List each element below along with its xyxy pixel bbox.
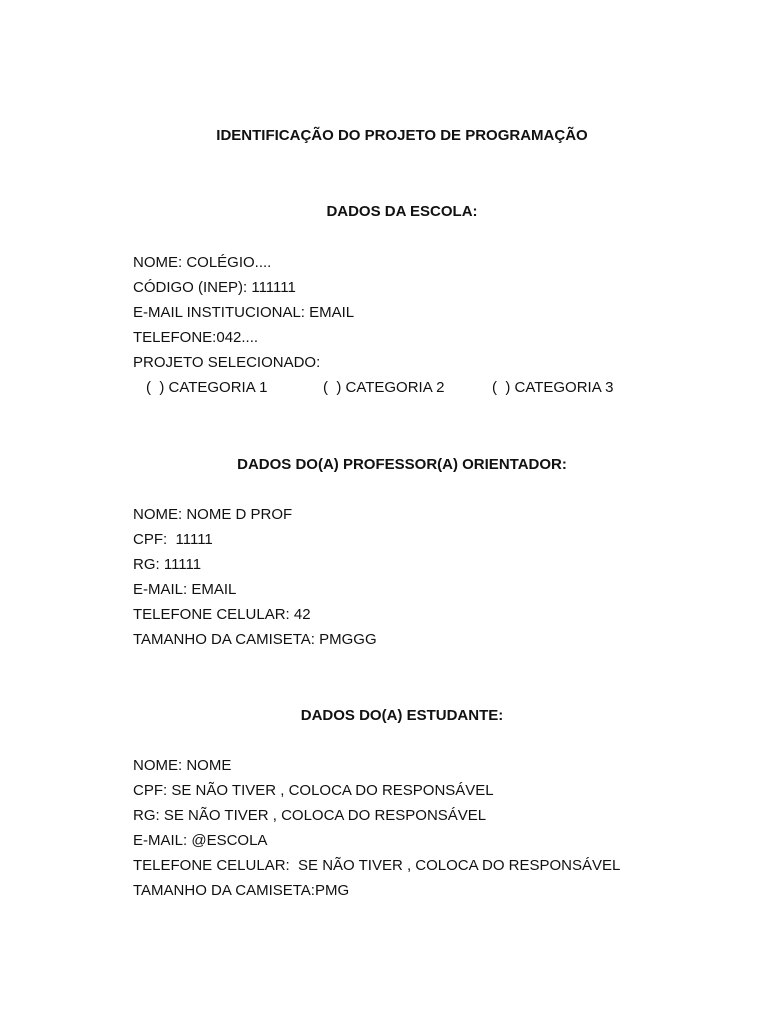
student-name-line: NOME: NOME bbox=[133, 757, 232, 774]
student-rg-line: RG: SE NÃO TIVER , COLOCA DO RESPONSÁVEL bbox=[133, 807, 487, 824]
school-name-line: NOME: COLÉGIO.... bbox=[133, 254, 272, 271]
school-section-heading: DADOS DA ESCOLA: bbox=[326, 203, 478, 220]
student-section-heading: DADOS DO(A) ESTUDANTE: bbox=[300, 707, 504, 724]
student-email-line: E-MAIL: @ESCOLA bbox=[133, 832, 268, 849]
teacher-email-line: E-MAIL: EMAIL bbox=[133, 581, 237, 598]
student-phone-line: TELEFONE CELULAR: SE NÃO TIVER , COLOCA DO RESPONSÁVEL bbox=[133, 857, 621, 874]
category-3-option: ( ) CATEGORIA 3 bbox=[492, 379, 614, 396]
category-2-option: ( ) CATEGORIA 2 bbox=[323, 379, 445, 396]
student-shirt-line: TAMANHO DA CAMISETA:PMG bbox=[133, 882, 350, 899]
category-1-option: ( ) CATEGORIA 1 bbox=[146, 379, 268, 396]
teacher-section-heading: DADOS DO(A) PROFESSOR(A) ORIENTADOR: bbox=[237, 456, 567, 473]
school-inep-line: CÓDIGO (INEP): 111111 bbox=[133, 279, 296, 296]
school-project-line: PROJETO SELECIONADO: bbox=[133, 354, 321, 371]
school-email-line: E-MAIL INSTITUCIONAL: EMAIL bbox=[133, 304, 355, 321]
teacher-shirt-line: TAMANHO DA CAMISETA: PMGGG bbox=[133, 631, 377, 648]
document-title: IDENTIFICAÇÃO DO PROJETO DE PROGRAMAÇÃO bbox=[216, 127, 588, 144]
teacher-name-line: NOME: NOME D PROF bbox=[133, 506, 293, 523]
student-cpf-line: CPF: SE NÃO TIVER , COLOCA DO RESPONSÁVEL bbox=[133, 782, 494, 799]
school-phone-line: TELEFONE:042.... bbox=[133, 329, 259, 346]
teacher-phone-line: TELEFONE CELULAR: 42 bbox=[133, 606, 311, 623]
teacher-cpf-line: CPF: 11111 bbox=[133, 531, 213, 548]
teacher-rg-line: RG: 11111 bbox=[133, 556, 202, 573]
